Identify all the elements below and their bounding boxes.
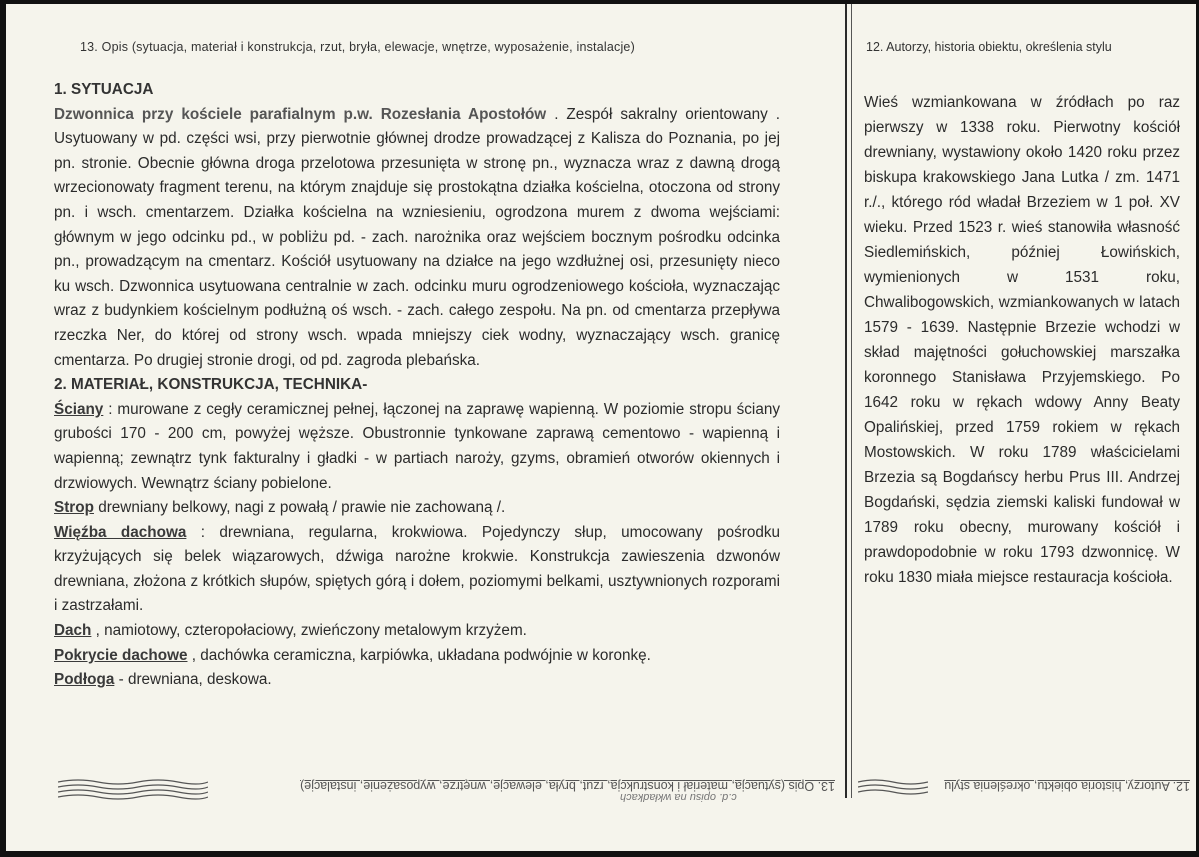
roof-label: Dach xyxy=(54,622,92,640)
floor-paragraph xyxy=(54,668,780,693)
wavy-lines-right xyxy=(858,778,928,800)
roof-truss-text: : drewniana, regularna, krokwiowa. Pojedynczy słup, umocowany pośrodku krzyżujących się belek wiązarowych, dźwiga narożne krokwie. Konstrukcja zawieszenia dzwonów drewniana, złożona z krótkich słupów, spiętych górą i dołem, poziomymi belkami, usztywnionych rozporami i zastrzałami. xyxy=(54,523,781,615)
section-1-paragraph xyxy=(54,103,780,374)
scan-edge-top xyxy=(0,0,1199,4)
ceiling-text: drewniany belkowy, nagi z powałą / prawie nie zachowaną /. xyxy=(93,499,506,517)
column-divider xyxy=(845,4,847,798)
roof-cover-label: Pokrycie dachowe xyxy=(54,646,188,664)
section-1-text: . Zespół sakralny orientowany . Usytuowany w pd. części wsi, przy pierwotnie głównej drodze prowadzącej z Kalisza do Poznania, po jej pn. stronie. Obecnie główna droga przelotowa przesunięta w stronę pn., wyznacza wraz z dawną drogą wrzecionowaty fragment terenu, na którym znajduje się prostokątna działka kościelna, otoczona od strony pn. i wsch. cmentarzem. Działka kościelna na wzniesieniu, ogrodzona murem z dwoma wejściami: głównym w jego odcinku pd., w pobliżu pd. - zach. narożnika oraz wejściem bocznym pośrodku odcinka pn., prowadzącym na cmentarz. Kościół usytuowany na działce na jego wzdłużnej osi, przesunięty nieco ku wsch. Dzwonnica usytuowana centralnie w zach. odcinku muru ogrodzeniowego kościoła, wyznaczając wraz z budynkiem kościelnym podłużną oś wsch. - zach. całego zespołu. Na pn. od cmentarza przepływa rzeczka Ner, do której od strony wsch. wpada mniejszy ciek wodny, wyznaczający wsch. granicę cmentarza. Po drugiej stronie drogi, od pd. zagroda plebańska. xyxy=(54,105,780,369)
scan-edge-bottom xyxy=(0,851,1199,857)
mirrored-header-left: 13. Opis (sytuacja, materiał i konstrukcja, rzut, bryła, elewacje, wnętrze, wyposażenie, instalacje) xyxy=(300,779,835,793)
mirrored-continuation-note: c.d. opisu na wkładkach xyxy=(620,791,737,803)
walls-label: Ściany xyxy=(54,400,104,418)
column-divider-thin xyxy=(851,4,852,798)
history-column xyxy=(864,90,1180,590)
section-1-lead: Dzwonnica przy kościele parafialnym p.w. Rozesłania Apostołów xyxy=(54,105,547,123)
left-column-header: 13. Opis (sytuacja, materiał i konstrukcja, rzut, bryła, elewacje, wnętrze, wyposażenie, instalacje) xyxy=(80,40,635,54)
roof-cover-paragraph xyxy=(54,644,780,669)
roof-truss-label: Więźba dachowa xyxy=(54,523,187,541)
description-column xyxy=(54,78,780,693)
history-paragraph: Wieś wzmiankowana w źródłach po raz pierwszy w 1338 roku. Pierwotny kościół drewniany, wystawiony około 1420 roku przez biskupa krakowskiego Jana Lutka / zm. 1471 r./., którego ród władał Brzeziem w 1 poł. XV wieku. Przed 1523 r. wieś stanowiła własność Siedlemińskich, później Łowińskich, wymienionych w 1531 roku, Chwalibogowskich, wzmiankowanych w latach 1579 - 1639. Następnie Brzezie wchodzi w skład majętności gołuchowskiej marszałka koronnego Stanisława Przyjemskiego. Po 1642 roku w rękach wdowy Anny Beaty Opalińskiej, przed 1759 rokiem w rękach Mostowskich. W roku 1789 właścicielami Brzezia są Bogdańscy herbu Prus III. Andrzej Bogdański, sędzia ziemski kaliski fundował w 1789 roku obecny, murowany kościół i prawdopodobnie w roku 1793 dzwonnicę. W roku 1830 miała miejsce restauracja kościoła. xyxy=(864,94,1180,586)
mirrored-header-right: 12. Autorzy, historia obiektu, określenia stylu xyxy=(944,779,1190,793)
ceiling-paragraph xyxy=(54,496,780,521)
floor-text: - drewniana, deskowa. xyxy=(114,671,272,689)
roof-paragraph xyxy=(54,619,780,644)
floor-label: Podłoga xyxy=(54,671,115,689)
roof-cover-text: , dachówka ceramiczna, karpiówka, układana podwójnie w koronkę. xyxy=(187,646,651,664)
roof-text: , namiotowy, czteropołaciowy, zwieńczony metalowym krzyżem. xyxy=(91,622,527,640)
right-column-header: 12. Autorzy, historia obiektu, określenia stylu xyxy=(866,40,1112,54)
section-1-title: 1. SYTUACJA xyxy=(54,81,154,98)
roof-truss-paragraph xyxy=(54,521,780,619)
walls-text: : murowane z cegły ceramicznej pełnej, łączonej na zaprawę wapienną. W poziomie stropu ściany grubości 170 - 200 cm, powyżej węższe. Obustronnie tynkowane zaprawą cementowo - wapienną i wapienną; zewnątrz tynk fakturalny i gładki - w partiach naroży, gzyms, obramień otworów okiennych i drzwiowych. Wewnątrz ściany pobielone. xyxy=(54,400,780,492)
wavy-lines-left xyxy=(58,778,208,800)
scan-edge-left xyxy=(0,0,6,857)
section-2-title: 2. MATERIAŁ, KONSTRUKCJA, TECHNIKA- xyxy=(54,376,368,394)
walls-paragraph xyxy=(54,398,780,496)
ceiling-label: Strop xyxy=(54,499,94,517)
